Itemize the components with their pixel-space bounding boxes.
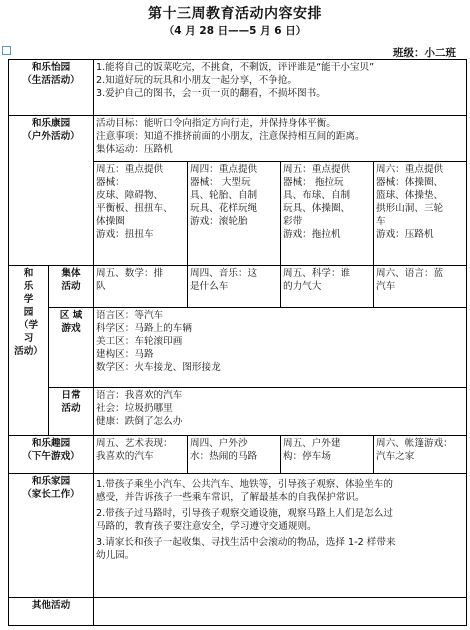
health-day-cell: 周六：重点提供 器械：体操圈、 篮球、体操垫、 拱形山洞、三轮 车 游戏：压路机 <box>374 162 467 266</box>
life-row <box>9 60 467 116</box>
study-category: 和 乐 学 园 （学 习 活动） <box>9 266 49 436</box>
study-area-label: 区 域 游戏 <box>49 308 94 388</box>
health-goal-line: 注意事项：知道不推挤前面的小朋友，注意保持相互间的距离。 <box>96 131 365 142</box>
home-row <box>9 474 467 598</box>
life-line: 3.爱护自己的图书，会一页一页的翻看，不损坏图书。 <box>96 88 326 99</box>
table-anchor-icon <box>2 46 11 55</box>
study-group-row <box>9 266 467 308</box>
other-content <box>94 598 467 626</box>
fun-row <box>9 436 467 474</box>
health-day-cell: 周四：重点提供 器械： 大型玩 具、轮胎、自制 玩具、花样玩绳 游戏：滚轮胎 <box>188 162 281 266</box>
health-goal-line: 活动目标：能听口令向指定方向行走，并保持身体平衡。 <box>96 118 336 129</box>
life-line: 1.能将自己的饭菜吃完，不挑食，不剩饭，评评谁是“能干小宝贝” <box>96 62 375 73</box>
home-category: 和乐家园 （家长工作） <box>9 474 94 598</box>
life-content <box>94 60 467 116</box>
study-area-row <box>9 308 467 388</box>
fun-day-cell: 周五、艺术表现： 我喜欢的汽车 <box>94 436 188 474</box>
class-label: 班级：小二班 <box>393 47 456 59</box>
study-group-label: 集体 活动 <box>49 266 94 308</box>
schedule-table <box>8 59 467 626</box>
study-area-content: 语言区：等汽车 科学区：马路上的车辆 美工区：车轮滚印画 建构区：马路 数学区：火车接龙、图形接龙 <box>94 308 467 388</box>
study-group-day-cell: 周六、语言：蓝 汽车 <box>374 266 467 308</box>
life-category: 和乐怡园 （生活活动） <box>9 60 94 116</box>
fun-day-cell: 周五、户外建 构：停车场 <box>281 436 374 474</box>
fun-category: 和乐趣园 （下午游戏） <box>9 436 94 474</box>
health-day-cell: 周五：重点提供 器械： 皮球、障碍物、 平衡板、扭扭车、 体操圈 游戏：扭扭车 <box>94 162 188 266</box>
study-daily-label: 日常 活动 <box>49 388 94 436</box>
page-title: 第十三周教育活动内容安排 <box>148 6 322 22</box>
life-line: 2.知道好玩的玩具和小朋友一起分享，不争抢。 <box>96 75 298 86</box>
health-day-cell: 周五：重点提供 器械： 拖拉玩 具、布球、自制 玩具、体操圈、 彩带 游戏：拖拉机 <box>281 162 374 266</box>
other-category: 其他活动 <box>9 598 94 626</box>
health-goals <box>94 116 467 162</box>
study-group-day-cell: 周四、音乐：这 是什么车 <box>188 266 281 308</box>
fun-day-cell: 周六、帐篷游戏： 汽车之家 <box>374 436 467 474</box>
other-row <box>9 598 467 626</box>
home-content: 1.带孩子乘坐小汽车、公共汽车、地铁等，引导孩子观察、体验坐车的 感受，并告诉孩子一些乘车常识，了解最基本的自我保护常识。 2.带孩子过马路时，引导孩子观察交通设施，观察马路上人们是怎么过 马路的，教育孩子要注意安全，学习遵守交通规则。 3.请家长和孩子一起收集、寻找生活中会滚动的物品，选择 1-2 样带来 幼儿园。 <box>94 474 467 598</box>
health-category: 和乐康园 （户外活动） <box>9 116 94 266</box>
study-daily-content: 语言：我喜欢的汽车 社会：垃圾扔哪里 健康：跌倒了怎么办 <box>94 388 467 436</box>
health-goals-row <box>9 116 467 162</box>
date-range: （4 月 28 日——5 月 6 日） <box>163 25 307 37</box>
health-goal-line: 集体运动：压路机 <box>96 144 173 155</box>
study-group-day-cell: 周五、科学：谁 的力气大 <box>281 266 374 308</box>
study-group-day-cell: 周五、数学：排 队 <box>94 266 188 308</box>
study-daily-row <box>9 388 467 436</box>
fun-day-cell: 周四、户外沙 水：热闹的马路 <box>188 436 281 474</box>
